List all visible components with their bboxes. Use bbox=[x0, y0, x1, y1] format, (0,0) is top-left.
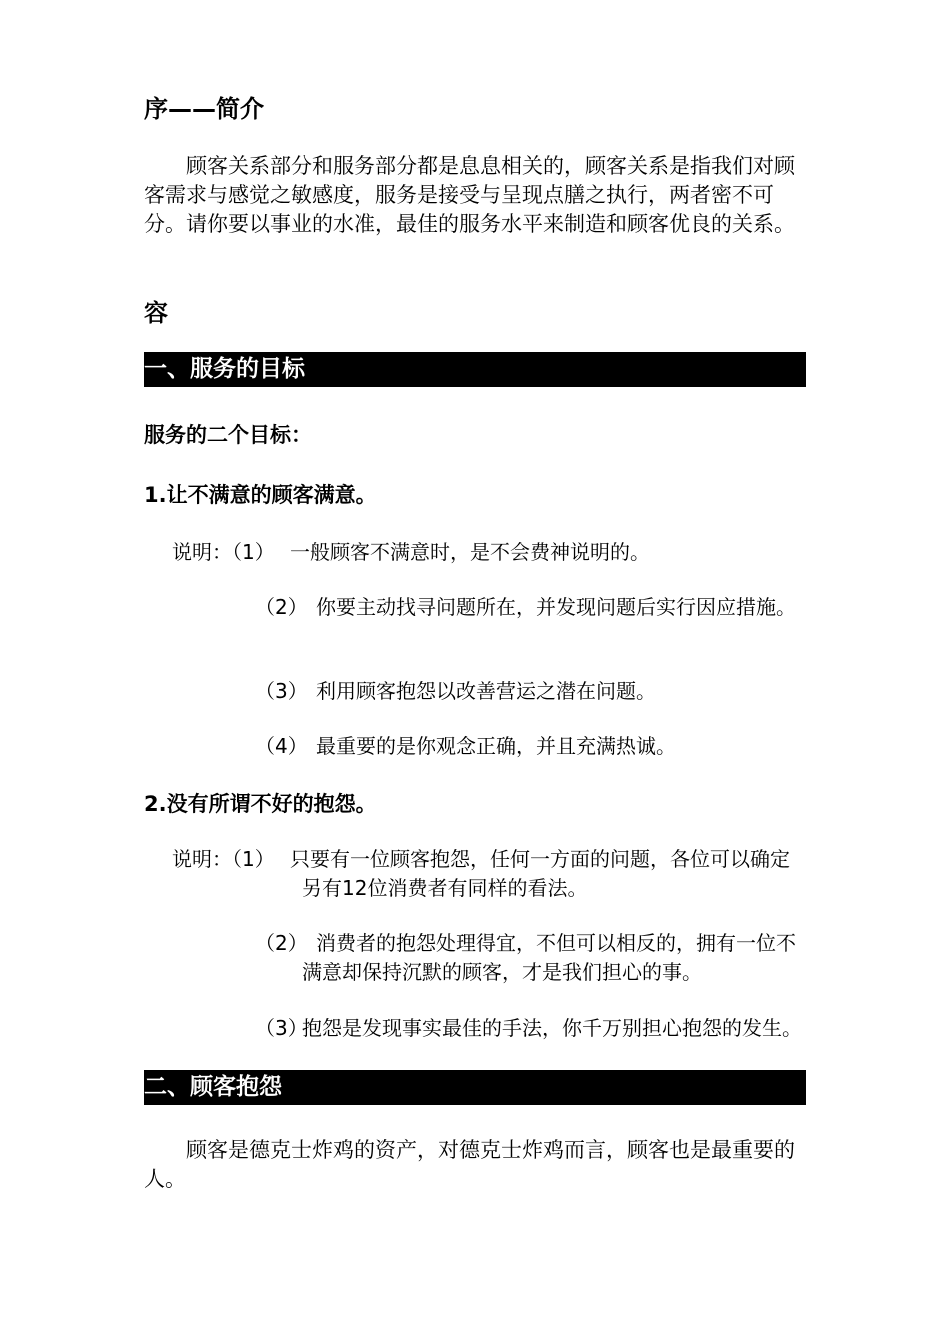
item-text: 你要主动找寻问题所在，并发现问题后实行因应措施。 bbox=[316, 595, 796, 619]
item-prefix: （4） bbox=[255, 734, 308, 758]
item-prefix: （3） bbox=[255, 1016, 308, 1040]
section-heading-bar bbox=[144, 1070, 806, 1105]
item-prefix: 说明：（1） bbox=[172, 540, 275, 564]
section-heading-bar bbox=[144, 352, 806, 387]
goal-title: 1.让不满意的顾客满意。 bbox=[144, 483, 377, 507]
goal-title: 2.没有所谓不好的抱怨。 bbox=[144, 792, 377, 816]
item-text: 只要有一位顾客抱怨，任何一方面的问题，各位可以确定另有12位消费者有同样的看法。 bbox=[290, 847, 790, 900]
item-text: 利用顾客抱怨以改善营运之潜在问题。 bbox=[316, 679, 656, 703]
section-paragraph: 顾客是德克士炸鸡的资产，对德克士炸鸡而言，顾客也是最重要的人。 bbox=[144, 1138, 795, 1191]
section-heading: 二、顾客抱怨 bbox=[144, 1074, 282, 1100]
intro-paragraph: 顾客关系部分和服务部分都是息息相关的，顾客关系是指我们对顾客需求与感觉之敏感度，服务是接受与呈现点膳之执行，两者密不可分。请你要以事业的水准，最佳的服务水平来制造和顾客优良的关系。 bbox=[144, 154, 795, 236]
item-prefix: （2） bbox=[255, 595, 308, 619]
contents-heading: 容 bbox=[144, 299, 168, 327]
item-text: 消费者的抱怨处理得宜，不但可以相反的，拥有一位不满意却保持沉默的顾客，才是我们担心的事。 bbox=[302, 931, 796, 984]
section-heading: 一、服务的目标 bbox=[144, 356, 305, 382]
item-text: 一般顾客不满意时，是不会费神说明的。 bbox=[290, 540, 650, 564]
goals-subheading: 服务的二个目标： bbox=[144, 423, 312, 447]
item-prefix: （3） bbox=[255, 679, 308, 703]
item-text: 抱怨是发现事实最佳的手法，你千万别担心抱怨的发生。 bbox=[302, 1016, 802, 1040]
item-prefix: （2） bbox=[255, 931, 308, 955]
item-prefix: 说明：（1） bbox=[172, 847, 275, 871]
intro-title: 序——简介 bbox=[144, 95, 264, 123]
item-text: 最重要的是你观念正确，并且充满热诚。 bbox=[316, 734, 676, 758]
